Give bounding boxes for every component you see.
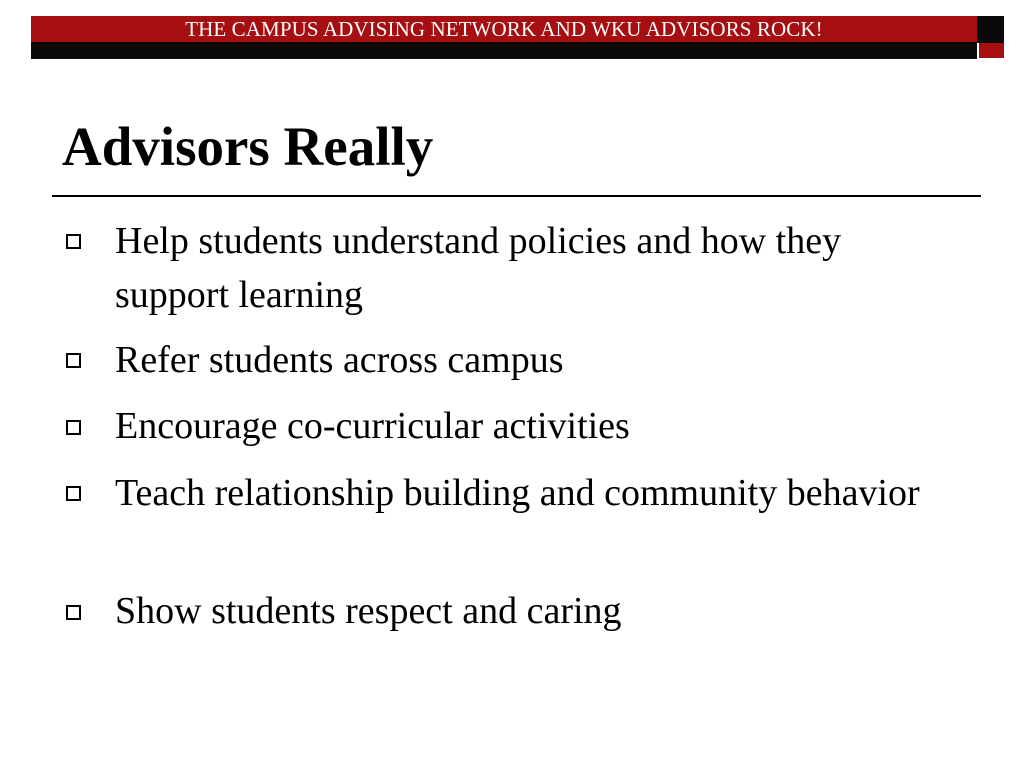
hollow-square-icon — [66, 486, 81, 501]
banner-text: THE CAMPUS ADVISING NETWORK AND WKU ADVISORS ROCK! — [185, 17, 823, 41]
bullet-text: Help students understand policies and how they support learning — [115, 220, 842, 316]
header-black-bar — [31, 42, 977, 59]
hollow-square-icon — [66, 234, 81, 249]
bullet-text: Show students respect and caring — [115, 590, 622, 632]
hollow-square-icon — [66, 605, 81, 620]
title-divider — [52, 195, 981, 197]
header-banner — [31, 16, 977, 42]
bullet-text: Teach relationship building and community behavior — [115, 472, 920, 514]
bullet-text: Refer students across campus — [115, 339, 564, 381]
header-corner-red-square — [979, 43, 1004, 58]
hollow-square-icon — [66, 420, 81, 435]
slide-title: Advisors Really — [62, 116, 434, 177]
hollow-square-icon — [66, 353, 81, 368]
header-corner-black-square — [977, 16, 1004, 43]
bullet-text: Encourage co-curricular activities — [115, 405, 630, 447]
